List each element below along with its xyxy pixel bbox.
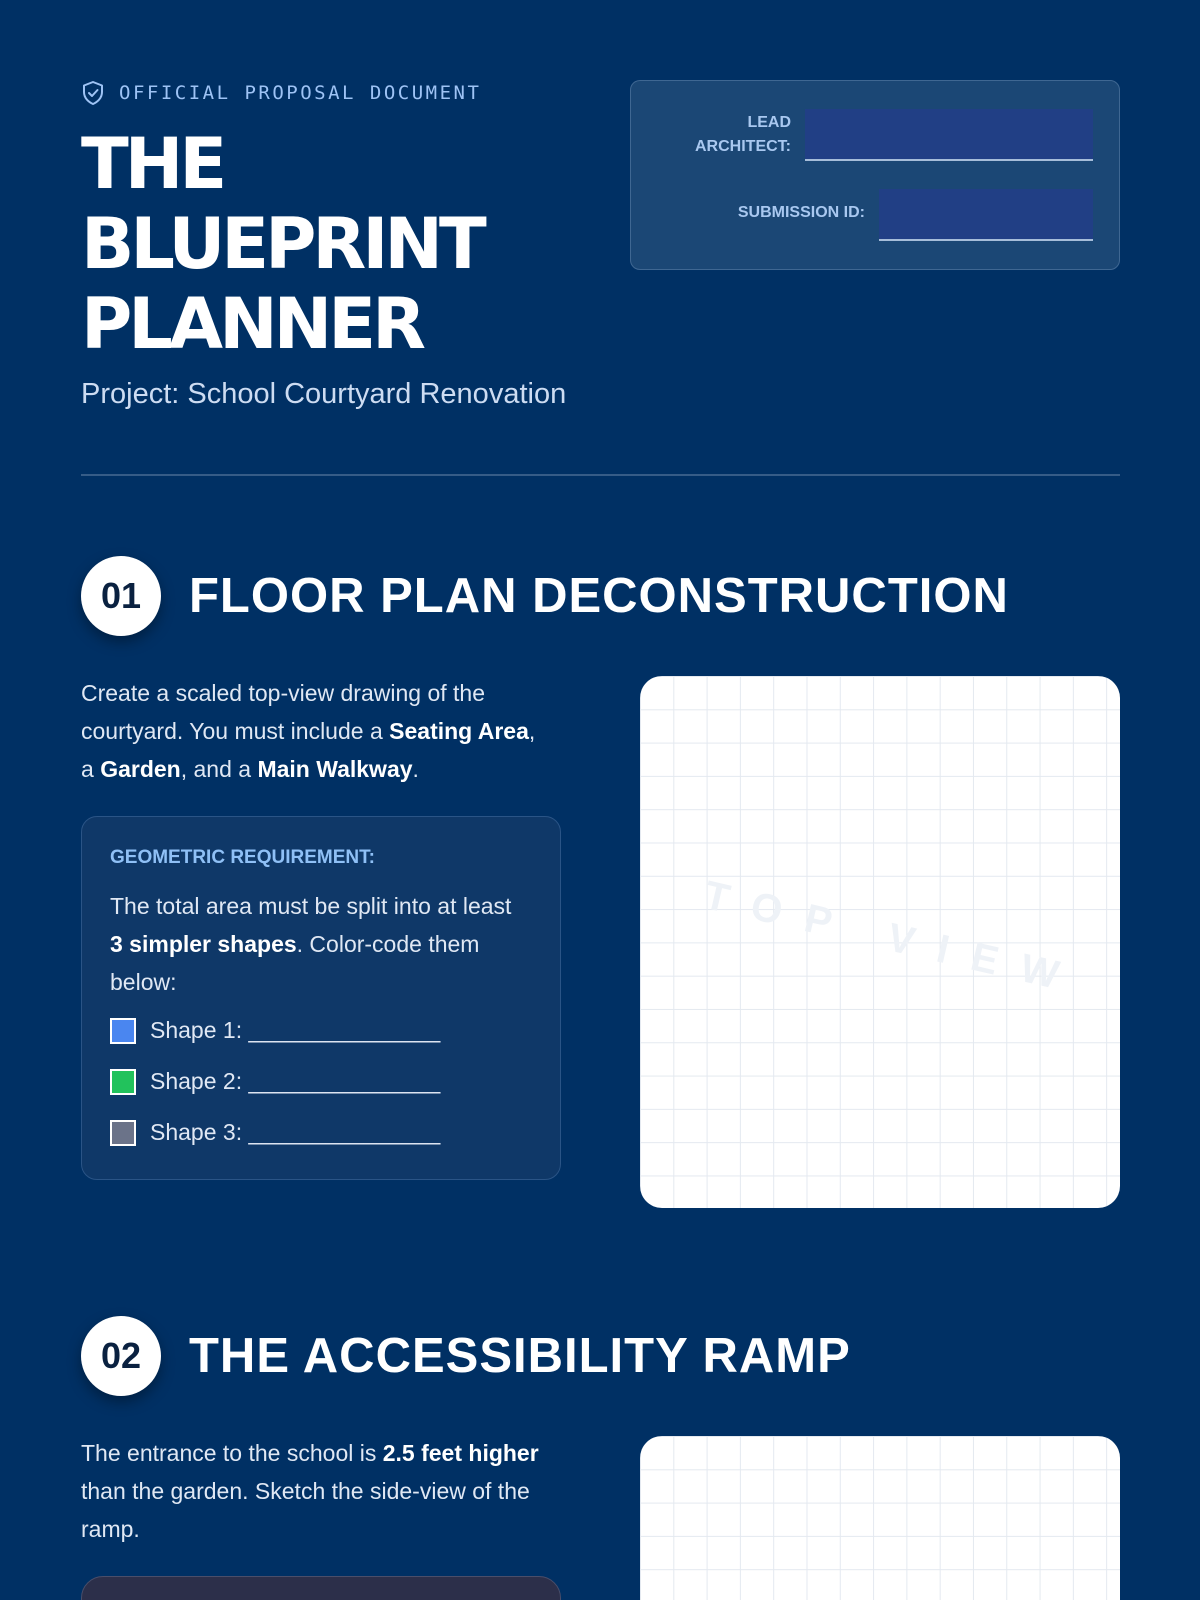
- section-1-header: [81, 556, 1009, 636]
- label-line: ARCHITECT:: [695, 138, 791, 155]
- text-run: , and a: [180, 756, 258, 782]
- color-swatch[interactable]: [110, 1120, 136, 1146]
- shield-check-icon: [81, 80, 105, 106]
- panel-watermark: TOP VIEW: [700, 873, 1087, 1003]
- shape-label: Shape 1: _______________: [150, 1017, 441, 1043]
- geometric-requirement-box: [81, 816, 561, 1180]
- requirement-text: [110, 887, 530, 1001]
- project-subtitle: Project: School Courtyard Renovation: [81, 378, 567, 410]
- section-2-info-box: [81, 1576, 561, 1600]
- label-line: LEAD: [747, 114, 791, 131]
- title-line: PLANNER: [81, 283, 422, 365]
- section-number-badge: 01: [81, 556, 161, 636]
- section-title: THE ACCESSIBILITY RAMP: [189, 1329, 851, 1383]
- shape-row[interactable]: [110, 1017, 440, 1044]
- color-swatch[interactable]: [110, 1018, 136, 1044]
- height-term: 2.5 feet higher: [382, 1440, 539, 1466]
- shape-label: Shape 2: _______________: [150, 1068, 441, 1094]
- shape-label: Shape 3: _______________: [150, 1119, 441, 1145]
- text-run: The total area must be split into at least: [110, 893, 512, 919]
- submission-info-card: [630, 80, 1120, 270]
- side-view-drawing-grid[interactable]: [640, 1436, 1120, 1600]
- header-divider: [81, 474, 1120, 476]
- title-line: BLUEPRINT: [81, 203, 483, 285]
- section-number-badge: 02: [81, 1316, 161, 1396]
- badge-label: OFFICIAL PROPOSAL DOCUMENT: [119, 82, 482, 104]
- text-run: .: [412, 756, 419, 782]
- text-run: , a: [81, 718, 536, 782]
- requirement-heading: GEOMETRIC REQUIREMENT:: [110, 847, 375, 868]
- section-1-instructions: [81, 674, 551, 788]
- shape-row[interactable]: [110, 1119, 440, 1146]
- top-view-drawing-grid[interactable]: [640, 676, 1120, 1208]
- page-title: [81, 124, 641, 364]
- submission-id-field[interactable]: [879, 189, 1093, 241]
- lead-architect-field[interactable]: [805, 109, 1093, 161]
- main-walkway-term: Main Walkway: [257, 756, 413, 782]
- garden-term: Garden: [100, 756, 181, 782]
- submission-id-label: SUBMISSION ID:: [737, 204, 865, 221]
- section-2-instructions: [81, 1434, 551, 1548]
- lead-architect-label: [631, 111, 791, 159]
- shapes-term: 3 simpler shapes: [110, 931, 297, 957]
- seating-area-term: Seating Area: [389, 718, 529, 744]
- text-run: The entrance to the school is: [81, 1440, 383, 1466]
- color-swatch[interactable]: [110, 1069, 136, 1095]
- document-header: [81, 0, 1120, 480]
- title-line: THE: [81, 123, 224, 205]
- section-2-header: [81, 1316, 851, 1396]
- shape-row[interactable]: [110, 1068, 440, 1095]
- section-title: FLOOR PLAN DECONSTRUCTION: [189, 569, 1009, 623]
- document-badge: [81, 80, 481, 106]
- text-run: Create a scaled top-view drawing of the courtyard. You must include a: [81, 680, 485, 744]
- text-run: than the garden. Sketch the side-view of the ramp.: [81, 1478, 530, 1542]
- text-run: . Color-code them below:: [110, 931, 480, 995]
- proposal-page: [81, 0, 1120, 1542]
